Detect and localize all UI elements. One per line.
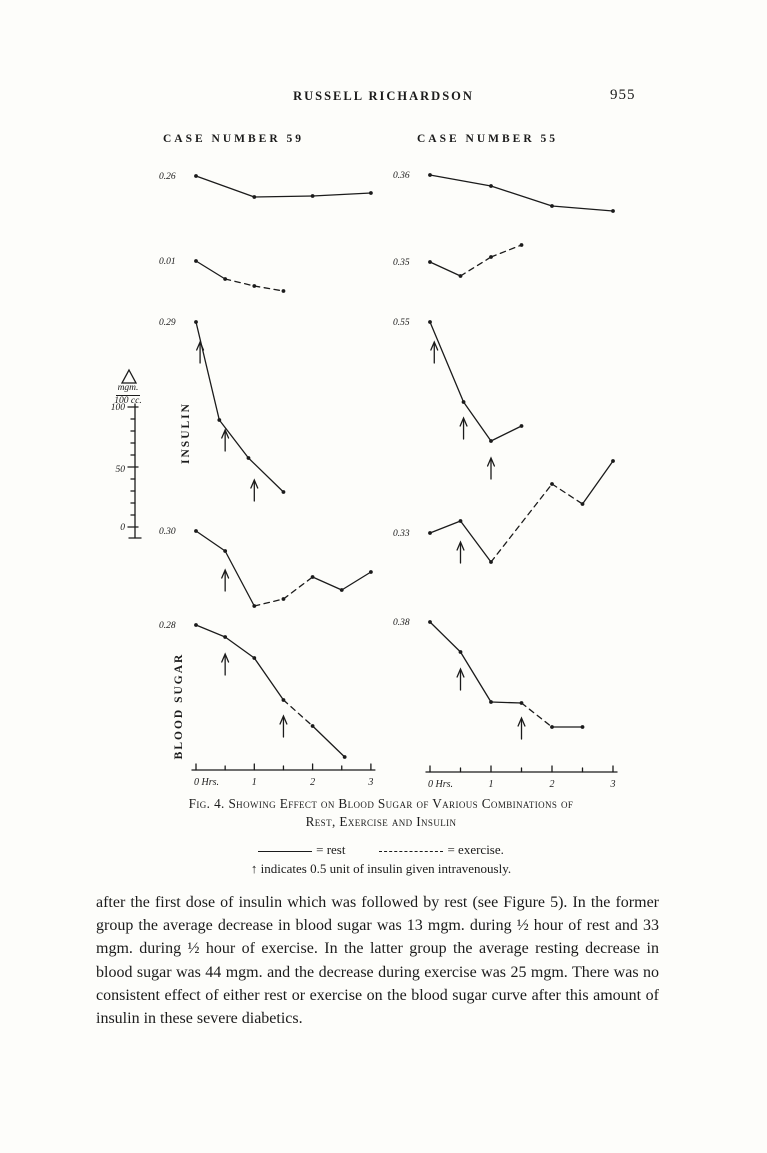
figure-caption-line1: Fig. 4. Showing Effect on Blood Sugar of Various Combinations of: [188, 796, 574, 811]
solid-line-icon: [258, 851, 312, 852]
svg-text:1: 1: [488, 779, 494, 790]
figure-legend: [98, 842, 664, 858]
legend-exercise-label: = exercise.: [447, 842, 504, 857]
figure-caption: [98, 795, 664, 831]
svg-text:3: 3: [610, 779, 616, 790]
svg-text:0 Hrs.: 0 Hrs.: [428, 779, 454, 790]
chart-panel-1: [393, 171, 617, 790]
scale-unit-label: [104, 383, 152, 407]
insulin-axis-label: INSULIN: [180, 402, 192, 464]
svg-text:2: 2: [310, 777, 316, 788]
svg-text:0.38: 0.38: [393, 618, 410, 628]
chart-panel-0: [159, 172, 375, 788]
triangle-marker-icon: [122, 370, 136, 383]
svg-text:0.01: 0.01: [159, 257, 176, 267]
scale-unit-denominator: 100 cc.: [114, 395, 142, 406]
svg-text:0.26: 0.26: [159, 172, 176, 182]
body-paragraph: after the first dose of insulin which was followed by rest (see Figure 5). In the former group the average decrease in blood sugar was 13 mgm. during ½ hour of rest and 33 mgm. during ½ hour of exercise. In the latter group the average resting decrease in blood sugar was 44 mgm. and the decrease during exercise was 25 mgm. There was no consistent effect of either rest or exercise on the blood sugar curve after this amount of insulin in these severe diabetics.: [96, 894, 659, 1028]
legend-rest-label: = rest: [316, 842, 346, 857]
svg-text:0 Hrs.: 0 Hrs.: [194, 777, 220, 788]
case-header-59: CASE NUMBER 59: [163, 133, 305, 145]
blood-sugar-axis-label: BLOOD SUGAR: [173, 652, 185, 760]
case-header-55: CASE NUMBER 55: [417, 133, 559, 145]
figure-caption-line2: Rest, Exercise and Insulin: [305, 813, 457, 829]
svg-text:1: 1: [251, 777, 257, 788]
svg-text:100: 100: [110, 403, 125, 413]
page-number: 955: [610, 87, 636, 103]
svg-text:0.29: 0.29: [159, 318, 176, 328]
scale-unit-numerator: mgm.: [116, 383, 141, 396]
svg-text:0.33: 0.33: [393, 529, 410, 539]
svg-text:3: 3: [368, 777, 374, 788]
svg-text:50: 50: [115, 465, 125, 475]
svg-text:0.30: 0.30: [159, 527, 176, 537]
dashed-line-icon: [379, 851, 443, 852]
svg-text:0.55: 0.55: [393, 318, 410, 328]
legend-insulin-note: ↑ indicates 0.5 unit of insulin given intravenously.: [250, 861, 512, 876]
svg-text:0.36: 0.36: [393, 171, 410, 181]
running-head: RUSSELL RICHARDSON: [293, 89, 474, 103]
svg-text:0: 0: [120, 523, 125, 533]
svg-text:0.35: 0.35: [393, 258, 410, 268]
svg-text:0.28: 0.28: [159, 621, 176, 631]
svg-text:2: 2: [549, 779, 555, 790]
